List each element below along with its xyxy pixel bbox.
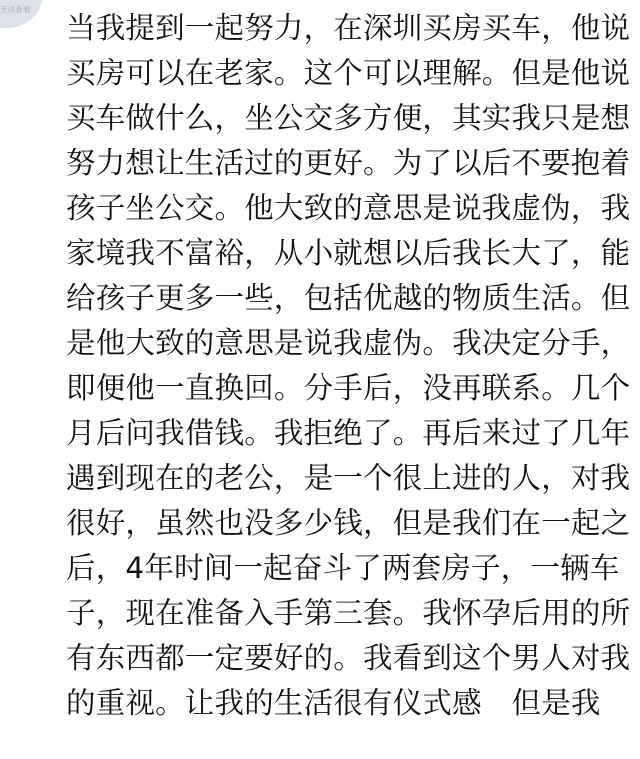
post-line: 买房可以在老家。这个可以理解。但是他说 [66,56,631,90]
post-line: 给孩子更多一些，包括优越的物质生活。但 [66,281,631,315]
post-line: 很好，虽然也没多少钱，但是我们在一起之 [66,506,631,540]
post-line: 孩子坐公交。他大致的意思是说我虚伪，我 [66,191,631,225]
post-line: 努力想让生活过的更好。为了以后不要抱着 [66,146,631,180]
post-body [66,6,634,726]
post-line: 有东西都一定要好的。我看到这个男人对我 [66,641,631,675]
post-line: 的重视。让我的生活很有仪式感 但是我 [66,686,601,720]
post-line: 月后问我借钱。我拒绝了。再后来过了几年 [66,416,631,450]
post-line: 遇到现在的老公，是一个很上进的人，对我 [66,461,631,495]
post-line: 当我提到一起努力，在深圳买房买车，他说 [66,11,631,45]
avatar-caption: 无法查看 [0,6,31,15]
post-line: 是他大致的意思是说我虚伪。我决定分手， [66,326,631,360]
post-line: 家境我不富裕，从小就想以后我长大了，能 [66,236,631,270]
avatar[interactable] [0,0,42,28]
post-line: 后，4年时间一起奋斗了两套房子，一辆车 [66,551,620,585]
post-line: 买车做什么，坐公交多方便，其实我只是想 [66,101,631,135]
post-line: 即便他一直换回。分手后，没再联系。几个 [66,371,631,405]
post-line: 子，现在准备入手第三套。我怀孕后用的所 [66,596,631,630]
